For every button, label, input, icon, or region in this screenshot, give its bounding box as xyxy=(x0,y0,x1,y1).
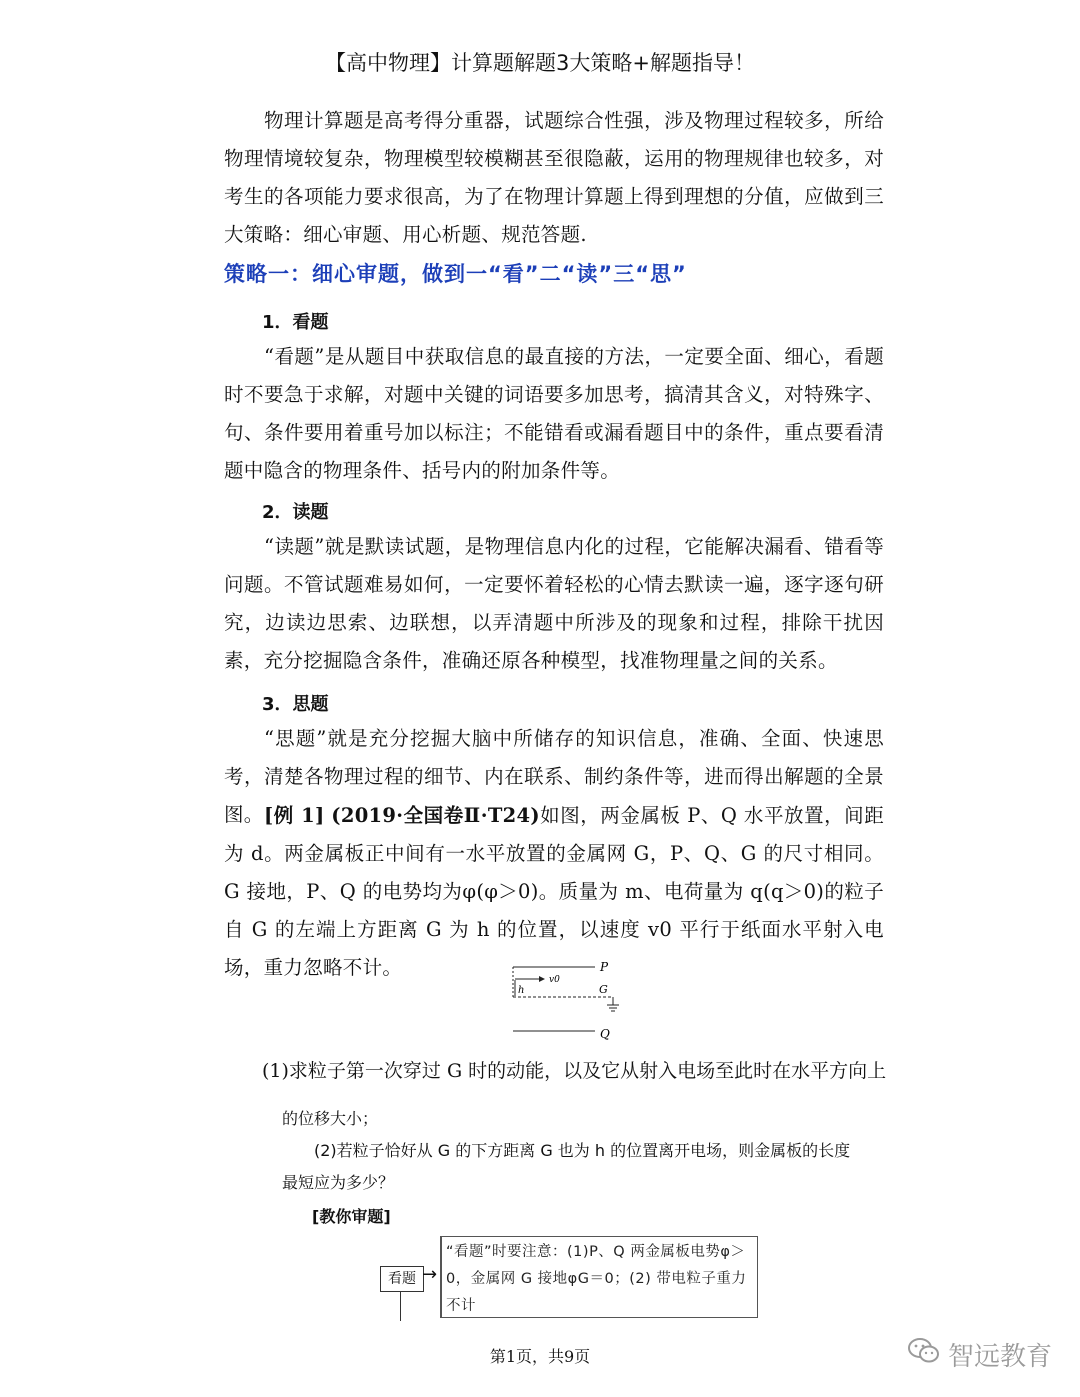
v0-label: v0 xyxy=(549,975,560,985)
brand-watermark xyxy=(908,1336,1052,1373)
grid-g-label: G xyxy=(599,983,608,996)
plate-diagram-svg xyxy=(505,955,635,1045)
intro-paragraph: 物理计算题是高考得分重器，试题综合性强，涉及物理过程较多，所给物理情境较复杂，物理模型较模糊甚至很隐蔽，运用的物理规律也较多，对考生的各项能力要求很高，为了在物理计算题上得到理想的分值，应做到三大策略：细心审题、用心析题、规范答题. xyxy=(224,109,884,246)
flow-label-box: 看题 xyxy=(380,1266,424,1292)
example-label: [例 1] xyxy=(264,804,325,827)
section-text-think: “思题”就是充分挖掘大脑中所储存的知识信息，准确、全面、快速思考，清楚各物理过程的细节、内在联系、制约条件等，进而得出解题的全景图。 xyxy=(224,727,884,826)
section-look xyxy=(224,338,884,490)
flow-arrow: → xyxy=(422,1264,438,1285)
velocity-arrowhead xyxy=(539,976,545,982)
example-text: 如图，两金属板 P、Q 水平放置，间距为 d。两金属板正中间有一水平放置的金属网 G，P、Q、G 的尺寸相同。G 接地，P、Q 的电势均为φ(φ＞0)。质量为 m、电荷量为 q(q＞0)的粒子自 G 的左端上方距离 G 为 h 的位置，以速度 v0 平行于纸面水平射入电场，重力忽略不计。 xyxy=(224,804,884,979)
question-2: (2)若粒子恰好从 G 的下方距离 G 也为 h 的位置离开电场，则金属板的长度 xyxy=(314,1141,851,1160)
question-2-cont: 最短应为多少？ xyxy=(282,1173,395,1192)
page-title: 【高中物理】计算题解题3大策略+解题指导！ xyxy=(325,51,755,75)
section-text-look: “看题”是从题目中获取信息的最直接的方法，一定要全面、细心，看题时不要急于求解，对题中关键的词语要多加思考，搞清其含义，对特殊字、句、条件要用着重号加以标注；不能错看或漏看题目中的条件，重点要看清题中隐含的物理条件、括号内的附加条件等。 xyxy=(224,345,884,482)
plate-diagram xyxy=(505,955,635,1049)
plate-p-label: P xyxy=(600,960,609,974)
section-text-read: “读题”就是默读试题，是物理信息内化的过程，它能解决漏看、错看等问题。不管试题难易如何，一定要怀着轻松的心情去默读一遍，逐字逐句研究，边读边思索、边联想，以弄清题中所涉及的现象和过程，排除干扰因素，充分挖掘隐含条件，准确还原各种模型，找准物理量之间的关系。 xyxy=(224,535,884,672)
plate-q-label: Q xyxy=(600,1027,610,1041)
example-source: (2019·全国卷Ⅱ·T24) xyxy=(331,804,540,827)
brand-name: 智远教育 xyxy=(947,1342,1052,1372)
wechat-icon xyxy=(908,1337,940,1372)
question-1: (1)求粒子第一次穿过 G 时的动能，以及它从射入电场至此时在水平方向上 xyxy=(262,1060,887,1082)
flow-content-box: “看题”时要注意：(1)P、Q 两金属板电势φ＞0，金属网 G 接地φG＝0；(2) 带电粒子重力不计 xyxy=(440,1236,758,1318)
strategy-heading: 策略一：细心审题，做到一“看”二“读”三“思” xyxy=(224,262,687,286)
page-footer: 第1页，共9页 xyxy=(489,1347,591,1366)
question-1-cont: 的位移大小； xyxy=(282,1109,379,1128)
section-heading-look: 1．看题 xyxy=(262,312,329,333)
h-label: h xyxy=(518,985,525,996)
flow-connector xyxy=(400,1291,401,1321)
teach-label: [教你审题] xyxy=(312,1207,391,1226)
section-heading-read: 2．读题 xyxy=(262,502,329,523)
intro-section xyxy=(224,102,884,254)
section-read xyxy=(224,528,884,680)
section-heading-think: 3．思题 xyxy=(262,694,329,715)
